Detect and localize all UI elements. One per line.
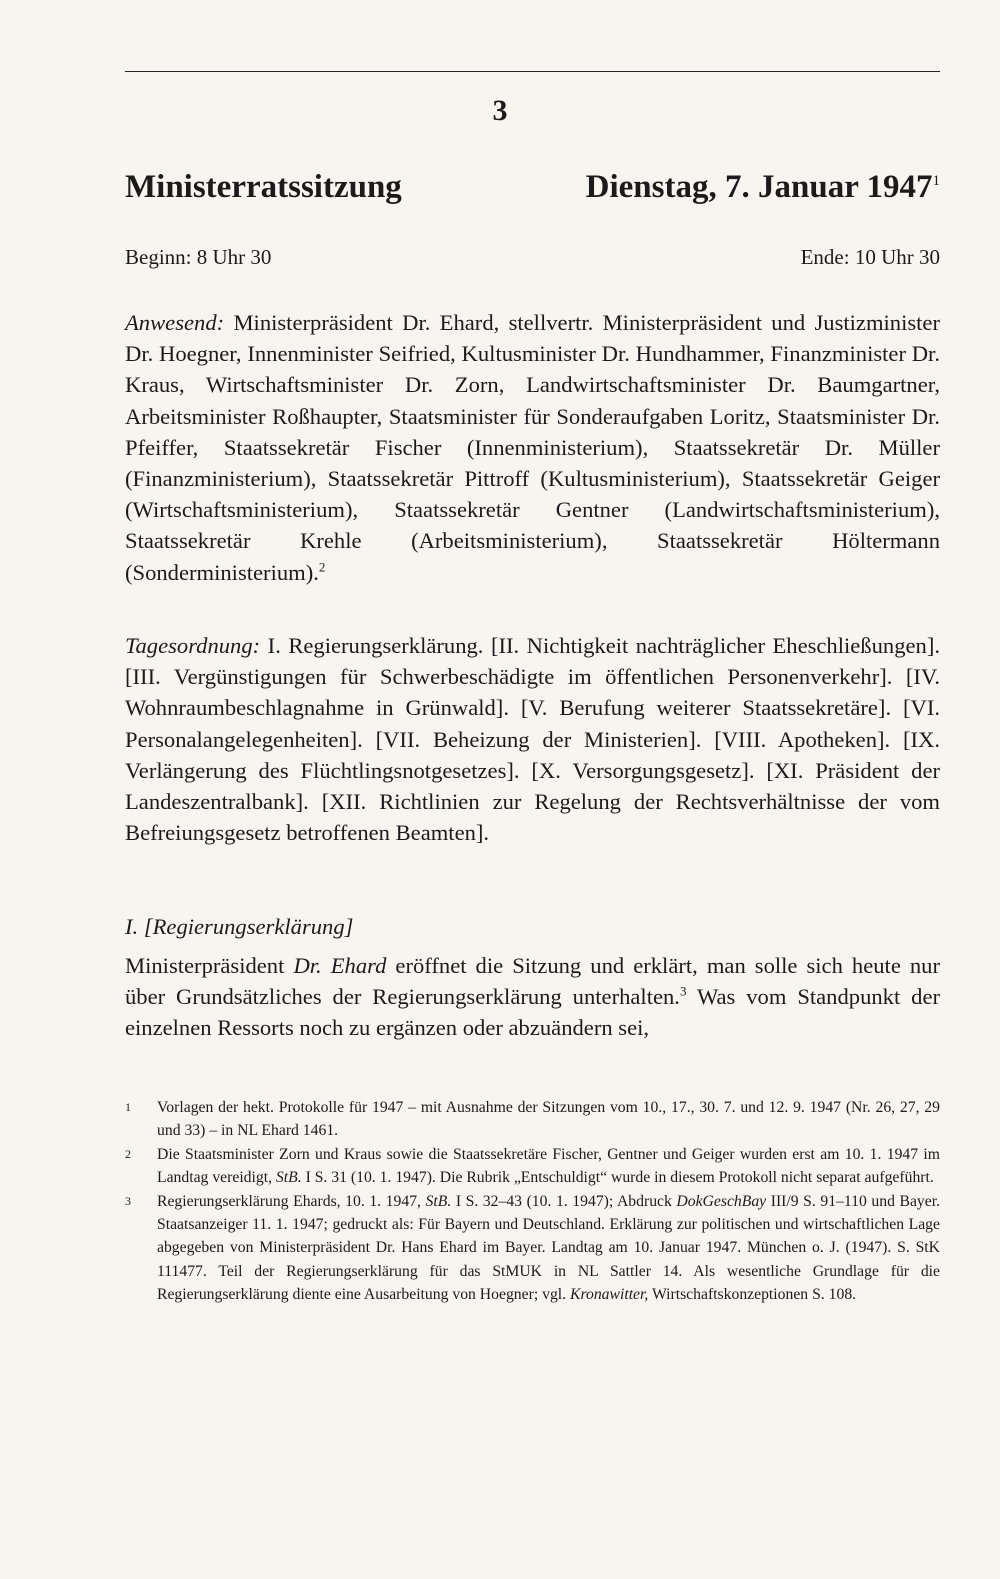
- footnote-text-part: I S. 32–43 (10. 1. 1947); Abdruck: [455, 1192, 672, 1210]
- footnote: [125, 1143, 940, 1190]
- attendance-label: Anwesend:: [125, 310, 225, 335]
- footnote-ref-3[interactable]: 3: [679, 983, 687, 999]
- section-text-3: Was vom Standpunkt der einzelnen Ressorts noch zu ergänzen oder abzuändern sei,: [125, 984, 941, 1041]
- footnote: [125, 1096, 940, 1143]
- begin-time: Beginn: 8 Uhr 30: [125, 245, 272, 269]
- footnote-italic: DokGeschBay: [676, 1192, 767, 1210]
- footnote-text-part: Wirtschaftskonzeptionen S. 108.: [651, 1286, 857, 1304]
- footnote-text-part: Die Staatsminister Zorn und Kraus sowie die Staatssekretäre Fischer, Gentner und Geiger wurden erst am 10. 1. 1947 im Landtag vereidigt,: [157, 1145, 940, 1187]
- footnote-text-part: I S. 31 (10. 1. 1947). Die Rubrik „Entschuldigt“ wurde in diesem Protokoll nicht separat aufgeführt.: [305, 1169, 934, 1187]
- document-number: 3: [492, 94, 508, 127]
- meeting-date: [586, 171, 940, 204]
- title-row: [125, 171, 940, 204]
- section-text-2: eröffnet die Sitzung und erklärt, man solle sich heute nur über Grundsätzliches der Regierungserklärung unterhalten.: [125, 953, 940, 1010]
- footnote-text: [157, 1143, 940, 1190]
- section-speaker-name: Dr. Ehard: [293, 953, 387, 978]
- section-heading: I. [Regierungserklärung]: [125, 914, 354, 939]
- footnote-text: [157, 1190, 940, 1307]
- section-paragraph: [125, 950, 940, 1044]
- footnote-italic: Kronawitter,: [570, 1286, 649, 1304]
- page-title: Ministerratssitzung: [125, 169, 402, 205]
- footnote-text-part: III/9 S. 91–110 und Bayer. Staatsanzeiger 11. 1. 1947; gedruckt als: Für Bayern und Deutschland. Erklärung zur politischen und wirtschaftlichen Lage abgegeben von Ministerpräsident Dr. Hans Ehard im Bayer. Landtag am 10. Januar 1947. München o. J. (1947). S. StK 111477. Teil der Regierungserklärung für das StMUK in NL Sattler 14. Als wesentliche Grundlage für die Regierungserklärung diente eine Ausarbeitung von Hoegner; vgl.: [157, 1192, 941, 1304]
- attendance-text: Ministerpräsident Dr. Ehard, stellvertr. Ministerpräsident und Justizminister Dr. Hoegner, Innenminister Seifried, Kultusminister Dr. Hundhammer, Finanzminister Dr. Kraus, Wirtschaftsminister Dr. Zorn, Landwirtschaftsminister Dr. Baumgartner, Arbeitsminister Roßhaupter, Staatsminister für Sonderaufgaben Loritz, Staatsminister Dr. Pfeiffer, Staatssekretär Fischer (Innenministerium), Staatssekretär Dr. Müller (Finanzministerium), Staatssekretär Pittroff (Kultusministerium), Staatssekretär Geiger (Wirtschaftsministerium), Staatssekretär Gentner (Landwirtschaftsministerium), Staatssekretär Krehle (Arbeitsministerium), Staatssekretär Höltermann (Sonderministerium).: [125, 310, 940, 585]
- footnote-ref-2[interactable]: 2: [318, 559, 326, 575]
- meeting-date-text: Dienstag, 7. Januar 1947: [585, 169, 933, 205]
- end-time: Ende: 10 Uhr 30: [800, 245, 940, 269]
- header-rule: [125, 71, 940, 72]
- agenda-text: I. Regierungserklärung. [II. Nichtigkeit nachträglicher Eheschließungen]. [III. Vergünstigungen für Schwerbeschädigte im öffentlichen Personenverkehr]. [IV. Wohnraumbeschlagnahme in Grünwald]. [V. Berufung weiterer Staatssekretäre]. [VI. Personalangelegenheiten]. [VII. Beheizung der Ministerien]. [VIII. Apotheken]. [IX. Verlängerung des Flüchtlingsnotgesetzes]. [X. Versorgungsgesetz]. [XI. Präsident der Landeszentralbank]. [XII. Richtlinien zur Regelung der Rechtsverhältnisse der vom Befreiungsgesetz betroffenen Beamten].: [125, 633, 940, 846]
- agenda-paragraph: [125, 630, 940, 848]
- footnote-italic: StB.: [425, 1192, 452, 1210]
- footnote-ref-1[interactable]: 1: [932, 173, 940, 189]
- time-row: [125, 247, 940, 268]
- footnote-number: 1: [125, 1100, 131, 1114]
- agenda-label: Tagesordnung:: [125, 633, 261, 658]
- attendance-paragraph: [125, 307, 940, 588]
- footnote-text-part: Regierungserklärung Ehards, 10. 1. 1947,: [157, 1192, 421, 1210]
- footnote: [125, 1190, 940, 1307]
- footnotes: [125, 1096, 940, 1307]
- section-text-1: Ministerpräsident: [125, 953, 285, 978]
- footnote-italic: StB.: [275, 1169, 302, 1187]
- footnote-number: 3: [125, 1193, 131, 1208]
- footnote-text: Vorlagen der hekt. Protokolle für 1947 – mit Ausnahme der Sitzungen vom 10., 17., 30. 7. und 12. 9. 1947 (Nr. 26, 27, 29 und 33) – in NL Ehard 1461.: [157, 1099, 940, 1140]
- footnote-number: 2: [125, 1146, 131, 1161]
